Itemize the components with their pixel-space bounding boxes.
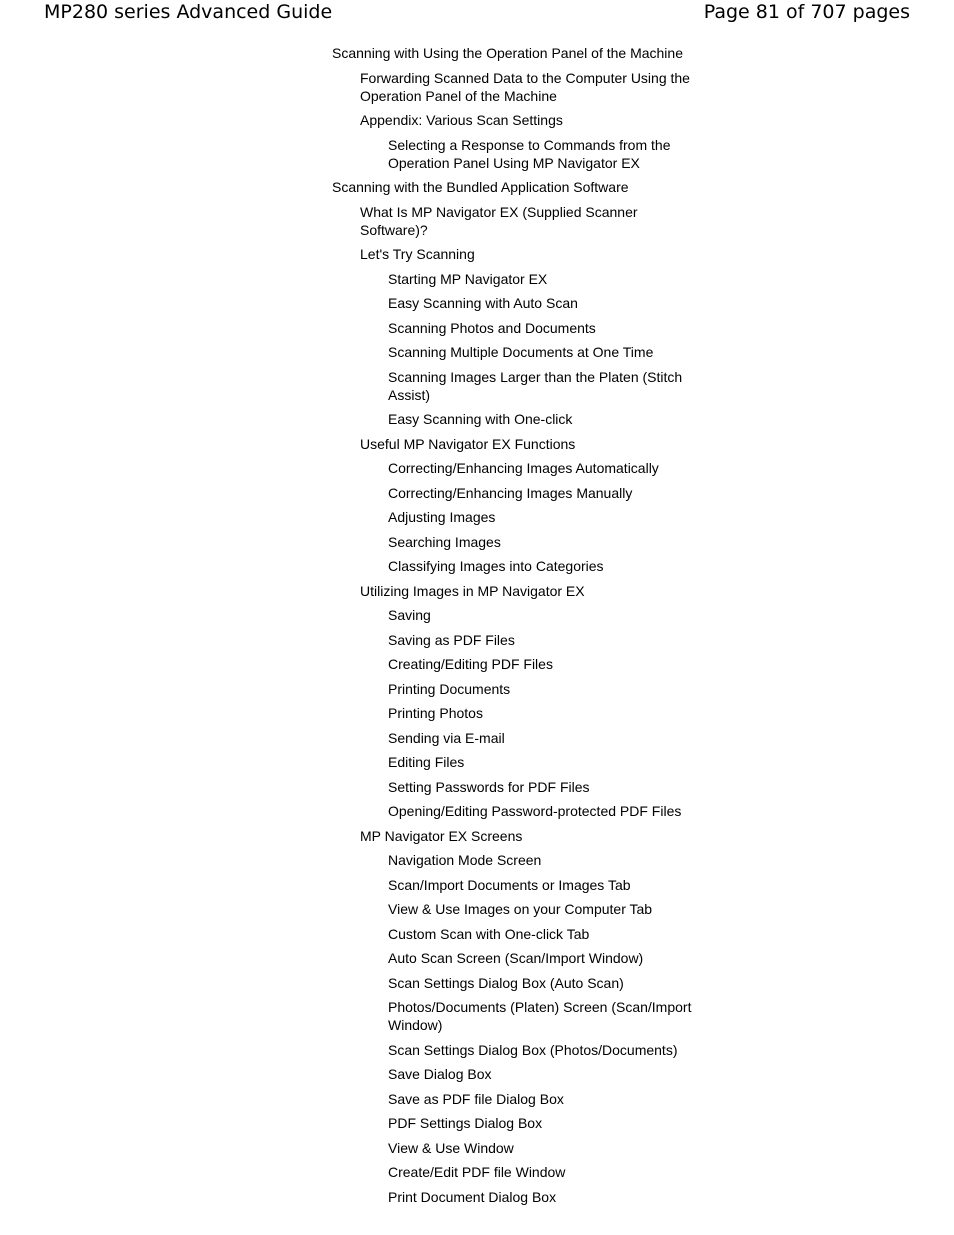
toc-link[interactable]: Create/Edit PDF file Window (388, 1164, 566, 1180)
toc-link[interactable]: Classifying Images into Categories (388, 558, 604, 574)
toc-link[interactable]: Utilizing Images in MP Navigator EX (360, 582, 585, 599)
toc-link[interactable]: View & Use Window (388, 1139, 514, 1156)
toc-link[interactable]: PDF Settings Dialog Box (388, 1115, 543, 1131)
toc-link[interactable]: Let's Try Scanning (360, 246, 475, 262)
toc-link[interactable]: Scanning Images Larger than the Platen (Stitch Assist) (388, 368, 683, 403)
toc-link[interactable]: Easy Scanning with One-click (388, 411, 573, 427)
toc-link[interactable]: Scanning Photos and Documents (388, 319, 596, 336)
toc-link[interactable]: Adjusting Images (388, 509, 496, 525)
toc-link[interactable]: Editing Files (388, 754, 465, 770)
toc-link[interactable]: Custom Scan with One-click Tab (388, 925, 590, 942)
toc-link[interactable]: Selecting a Response to Commands from the Operation Panel Using MP Navigator EX (388, 136, 671, 171)
toc-link[interactable]: Save Dialog Box (388, 1066, 492, 1082)
toc-link[interactable]: Saving (388, 607, 431, 623)
toc-link[interactable]: Scanning with Using the Operation Panel of the Machine (332, 45, 683, 61)
toc-link[interactable]: Navigation Mode Screen (388, 852, 542, 868)
toc-link[interactable]: Opening/Editing Password-protected PDF Files (388, 803, 682, 819)
toc-link[interactable]: Saving as PDF Files (388, 631, 515, 648)
toc-link[interactable]: Creating/Editing PDF Files (388, 656, 553, 672)
toc-link[interactable]: Correcting/Enhancing Images Manually (388, 484, 633, 501)
toc-link[interactable]: Auto Scan Screen (Scan/Import Window) (388, 950, 644, 966)
toc-link[interactable]: Scan/Import Documents or Images Tab (388, 876, 631, 893)
toc-link[interactable]: Scanning Multiple Documents at One Time (388, 344, 654, 360)
table-of-contents (332, 44, 732, 1212)
toc-link[interactable]: What Is MP Navigator EX (Supplied Scanner Software)? (360, 203, 638, 238)
toc-link[interactable]: Useful MP Navigator EX Functions (360, 435, 576, 452)
toc-link[interactable]: Searching Images (388, 533, 501, 550)
toc-link[interactable]: Starting MP Navigator EX (388, 270, 548, 287)
document-title: MP280 series Advanced Guide (44, 1, 333, 23)
toc-link[interactable]: Appendix: Various Scan Settings (360, 112, 563, 128)
toc-link[interactable]: Setting Passwords for PDF Files (388, 778, 590, 795)
toc-link[interactable]: Photos/Documents (Platen) Screen (Scan/Import Window) (388, 999, 692, 1033)
toc-link[interactable]: MP Navigator EX Screens (360, 827, 523, 844)
toc-link[interactable]: Print Document Dialog Box (388, 1188, 557, 1205)
page-number: Page 81 of 707 pages (703, 1, 910, 23)
toc-link[interactable]: Scanning with the Bundled Application Software (332, 179, 629, 195)
toc-link[interactable]: Forwarding Scanned Data to the Computer Using the Operation Panel of the Machine (360, 69, 690, 104)
toc-link[interactable]: Scan Settings Dialog Box (Photos/Documents) (388, 1041, 678, 1058)
toc-link[interactable]: Printing Photos (388, 705, 483, 721)
toc-link[interactable]: Scan Settings Dialog Box (Auto Scan) (388, 974, 624, 991)
toc-link[interactable]: Save as PDF file Dialog Box (388, 1090, 564, 1107)
toc-link[interactable]: Printing Documents (388, 680, 511, 697)
toc-link[interactable]: Sending via E-mail (388, 729, 505, 746)
toc-link[interactable]: Correcting/Enhancing Images Automatically (388, 460, 659, 476)
toc-link[interactable]: View & Use Images on your Computer Tab (388, 901, 653, 917)
toc-link[interactable]: Easy Scanning with Auto Scan (388, 295, 578, 311)
